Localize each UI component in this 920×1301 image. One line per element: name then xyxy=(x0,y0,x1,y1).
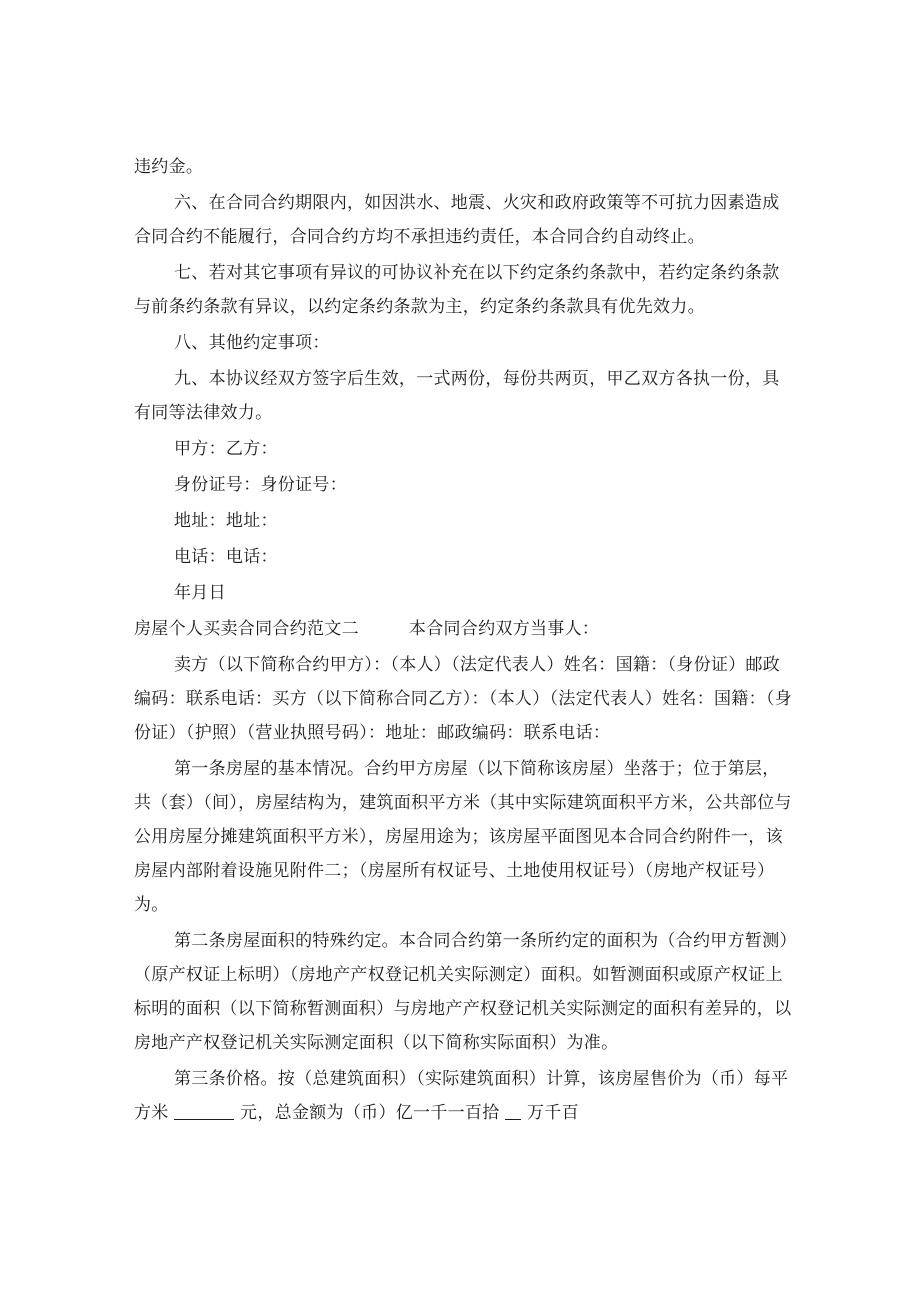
clause-nine: 九、本协议经双方签字后生效，一式两份，每份共两页，甲乙双方各执一份，具有同等法律效力。 xyxy=(134,369,780,423)
clause-eight: 八、其他约定事项： xyxy=(174,333,330,353)
section-parties-intro: 本合同合约双方当事人： xyxy=(408,619,600,639)
party-line: 甲方：乙方： xyxy=(174,439,278,459)
paragraph-penalty-end: 违约金。 xyxy=(134,157,204,177)
section-heading xyxy=(134,612,794,646)
date-line: 年月日 xyxy=(174,583,226,603)
article-three-part-a: 第三条价格。按（总建筑面积）（实际建筑面积）计算，该房屋售价为（币）每平方米 xyxy=(134,1069,789,1123)
seller-buyer-info: 卖方（以下简称合约甲方）：（本人）（法定代表人）姓名：国籍：（身份证）邮政编码：联系电话：买方（以下简称合同乙方）：（本人）（法定代表人）姓名：国籍：（身份证）（护照）（营业执照号码）：地址：邮政编码：联系电话： xyxy=(134,655,792,743)
address-line: 地址：地址： xyxy=(174,511,278,531)
section-title: 房屋个人买卖合同合约范文二 xyxy=(134,619,359,639)
article-three-part-c: 万千百 xyxy=(526,1103,579,1123)
article-two: 第二条房屋面积的特殊约定。本合同合约第一条所约定的面积为（合约甲方暂测）（原产权证上标明）（房地产产权登记机关实际测定）面积。如暂测面积或原产权证上标明的面积（以下简称暂测面积）与房地产产权登记机关实际测定的面积有差异的，以房地产产权登记机关实际测定面积（以下简称实际面积）为准。 xyxy=(134,931,792,1053)
phone-line: 电话：电话： xyxy=(174,547,278,567)
article-three-part-b: 元，总金额为（币）亿一千一百拾 xyxy=(240,1103,500,1123)
article-three xyxy=(134,1062,794,1130)
clause-seven: 七、若对其它事项有异议的可协议补充在以下约定条约条款中，若约定条约条款与前条约条款有异议，以约定条约条款为主，约定条约条款具有优先效力。 xyxy=(134,263,780,317)
amount-blank xyxy=(505,1101,521,1120)
id-number-line: 身份证号：身份证号： xyxy=(174,475,347,495)
clause-six: 六、在合同合约期限内，如因洪水、地震、火灾和政府政策等不可抗力因素造成合同合约不能履行，合同合约方均不承担违约责任，本合同合约自动终止。 xyxy=(134,193,780,247)
document-body xyxy=(134,150,794,1130)
article-one: 第一条房屋的基本情况。合约甲方房屋（以下简称该房屋）坐落于；位于第层，共（套）（间），房屋结构为，建筑面积平方米（其中实际建筑面积平方米，公共部位与公用房屋分摊建筑面积平方米），房屋用途为；该房屋平面图见本合同合约附件一，该房屋内部附着设施见附件二；（房屋所有权证号、土地使用权证号）（房地产权证号）为。 xyxy=(134,759,792,915)
price-per-sqm-blank xyxy=(174,1101,234,1120)
